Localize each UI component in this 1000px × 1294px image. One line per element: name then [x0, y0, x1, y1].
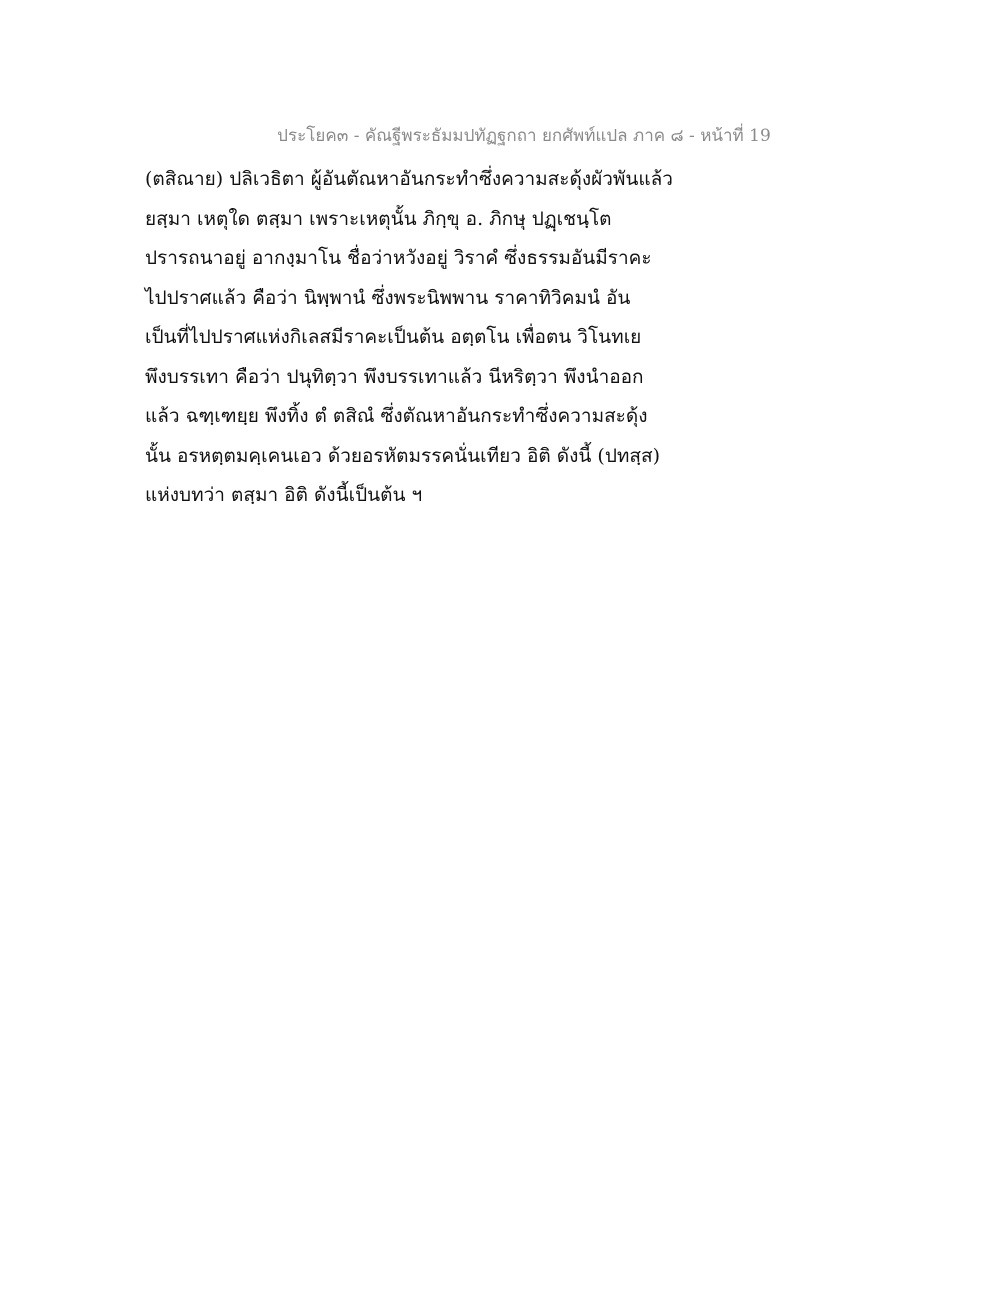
text-line: พึงบรรเทา คือว่า ปนุทิตฺวา พึงบรรเทาแล้ว นีหริตฺวา พึงนำออก	[145, 365, 644, 388]
text-line: ยสฺมา เหตุใด ตสฺมา เพราะเหตุนั้น ภิกฺขุ อ. ภิกษุ ปฏฺเชนฺโต	[145, 207, 612, 230]
text-line: แห่งบทว่า ตสฺมา อิติ ดังนี้เป็นต้น ฯ	[145, 484, 423, 506]
text-line: แล้ว ฉฑฺเฑยฺย พึงทิ้ง ตํ ตสิณํ ซึ่งตัณหาอันกระทำซึ่งความสะดุ้ง	[145, 405, 648, 427]
text-line: เป็นที่ไปปราศแห่งกิเลสมีราคะเป็นต้น อตฺตโน เพื่อตน วิโนทเย	[145, 326, 642, 348]
body-text	[145, 160, 745, 516]
text-line: ปรารถนาอยู่ อากงฺมาโน ชื่อว่าหวังอยู่ วิราคํ ซึ่งธรรมอันมีราคะ	[145, 247, 652, 269]
text-line: ไปปราศแล้ว คือว่า นิพฺพานํ ซึ่งพระนิพพาน ราคาทิวิคมนํ อัน	[145, 286, 631, 309]
text-line: (ตสิณาย) ปลิเวธิตา ผู้อันตัณหาอันกระทำซึ่งความสะดุ้งผัวพันแล้ว	[145, 168, 673, 190]
running-header-text: ประโยค๓ - คัณฐีพระธัมมปทัฏฐกถา ยกศัพท์แปล ภาค ๘ - หน้าที่ 19	[277, 126, 771, 146]
text-line: นั้น อรหตฺตมคฺเคนเอว ด้วยอรหัตมรรคนั่นเทียว อิติ ดังนี้ (ปทสฺส)	[145, 444, 661, 467]
running-header	[0, 122, 1000, 149]
